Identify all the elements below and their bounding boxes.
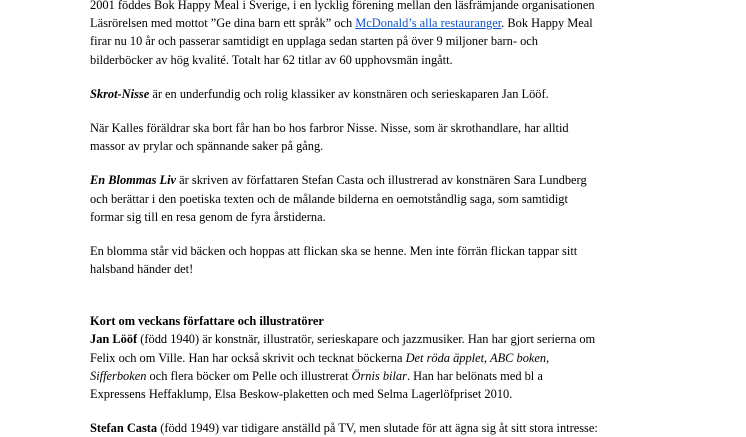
spacer — [90, 226, 690, 242]
jan-text-3: och flera böcker om Pelle och illustrerat — [146, 368, 352, 383]
section-authors — [90, 312, 690, 403]
jan-text-2: Felix och om Ville. Han har också skrivit och tecknat böckerna — [90, 350, 406, 365]
document-body — [90, 0, 690, 437]
skrot-nisse-text: är en underfundig och rolig klassiker av konstnären och serieskaparen Jan Lööf. — [149, 86, 549, 101]
jan-text-3-end: . Han har belönats med bl a — [406, 368, 543, 383]
blommas-liv-line-3: formar sig till en resa genom de fyra årstiderna. — [90, 209, 326, 224]
blommas-liv-title: En Blommas Liv — [90, 173, 177, 188]
jan-ornis-bilar: Örnis bilar — [351, 368, 407, 383]
paragraph-blomma — [90, 242, 690, 278]
spacer — [90, 278, 690, 312]
jan-line-3 — [90, 367, 690, 385]
blommas-liv-line-2: och berättar i den poetiska texten och de målande bilderna en oemotståndlig saga, som samtidigt — [90, 191, 568, 206]
spacer — [90, 69, 690, 85]
spacer — [90, 103, 690, 119]
jan-text-1: (född 1940) är konstnär, illustratör, serieskapare och jazzmusiker. Han har gjort serierna om — [137, 332, 596, 347]
skrot-nisse-title: Skrot-Nisse — [90, 86, 150, 101]
jan-line-4: Expressens Heffaklump, Elsa Beskow-plaketten och med Selma Lagerlöfpriset 2010. — [90, 387, 513, 401]
paragraph-skrot-nisse — [90, 85, 690, 103]
jan-name: Jan Lööf — [90, 332, 138, 347]
blommas-liv-text: är skriven av författaren Stefan Casta och illustrerad av konstnären Sara Lundberg — [176, 173, 587, 188]
jan-line-2 — [90, 349, 690, 367]
paragraph-stefan — [90, 419, 690, 437]
kalle-line-2: massor av prylar och spännande saker på gång. — [90, 139, 324, 154]
spacer — [90, 155, 690, 171]
kalle-line-1: När Kalles föräldrar ska bort får han bo hos farbror Nisse. Nisse, som är skrothandlare, har alltid — [90, 120, 569, 135]
jan-sifferboken: Sifferboken — [90, 368, 147, 383]
blomma-line-2: halsband händer det! — [90, 262, 194, 277]
intro-line-2-end: . Bok Happy Meal — [501, 16, 593, 31]
paragraph-kalle — [90, 119, 690, 155]
skrot-nisse-line — [90, 85, 690, 103]
section-heading: Kort om veckans författare och illustratörer — [90, 314, 324, 329]
paragraph-intro — [90, 0, 690, 69]
intro-line-4: bilderböcker av hög kvalité. Totalt har 62 titlar av 60 upphovsmän ingått. — [90, 52, 453, 67]
blomma-line-1: En blomma står vid bäcken och hoppas att flickan ska se henne. Men inte förrän flickan tappar sitt — [90, 243, 578, 258]
stefan-name: Stefan Casta — [90, 421, 158, 436]
jan-line-1 — [90, 330, 690, 348]
blommas-liv-line-1 — [90, 171, 690, 189]
paragraph-blommas-liv — [90, 171, 690, 226]
jan-books-italic: Det röda äpplet, ABC boken — [405, 350, 547, 365]
intro-line-1: 2001 föddes Bok Happy Meal i Sverige, i en lycklig förening mellan den läsfrämjande organisationen — [90, 0, 595, 12]
intro-line-2-start: Läsrörelsen med mottot ”Ge dina barn ett språk” och — [90, 16, 356, 31]
mcdonalds-link[interactable]: McDonald’s alla restauranger — [355, 16, 502, 31]
stefan-line-1 — [90, 419, 690, 437]
stefan-text-1: (född 1949) var tidigare anställd på TV, men slutade för att ägna sig åt sitt stora intresse: — [157, 421, 598, 436]
jan-text-2-end: , — [546, 350, 550, 365]
intro-line-2 — [90, 14, 690, 32]
intro-line-3: firar nu 10 år och passerar samtidigt en upplaga sedan starten på över 9 miljoner barn- och — [90, 34, 538, 49]
spacer — [90, 403, 690, 419]
